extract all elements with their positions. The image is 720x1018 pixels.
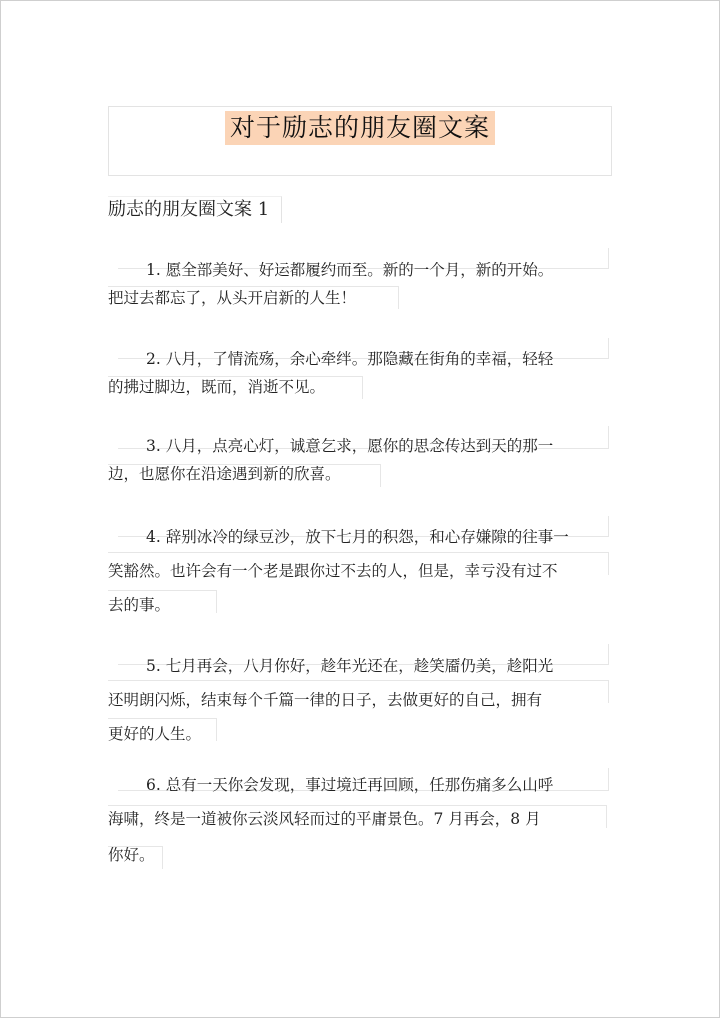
paragraph-line: 3. 八月，点亮心灯，诚意乞求，愿你的思念传达到天的那一 — [146, 437, 554, 455]
paragraph-3 — [108, 434, 608, 486]
title-box — [108, 106, 612, 176]
paragraph-line: 还明朗闪烁，结束每个千篇一律的日子，去做更好的自己，拥有 — [108, 691, 543, 709]
paragraph-line: 5. 七月再会，八月你好，趁年光还在，趁笑靥仍美，趁阳光 — [146, 657, 554, 675]
paragraph-1 — [108, 258, 608, 310]
paragraph-line: 1. 愿全部美好、好运都履约而至。新的一个月，新的开始。 — [146, 261, 554, 279]
paragraph-line: 把过去都忘了，从头开启新的人生！ — [108, 289, 357, 307]
paragraph-line: 笑豁然。也许会有一个老是跟你过不去的人，但是，幸亏没有过不 — [108, 562, 558, 580]
paragraph-line: 去的事。 — [108, 596, 171, 614]
paragraph-line: 2. 八月，了情流殇，余心牵绊。那隐藏在街角的幸福，轻轻 — [146, 350, 554, 368]
paragraph-line: 4. 辞别冰冷的绿豆沙，放下七月的积怨，和心存嫌隙的往事一 — [146, 528, 569, 546]
paragraph-line: 6. 总有一天你会发现，事过境迁再回顾，任那伤痛多么山呼 — [146, 776, 554, 794]
paragraph-4 — [108, 525, 608, 617]
paragraph-line: 边，也愿你在沿途遇到新的欣喜。 — [108, 465, 341, 483]
paragraph-5 — [108, 654, 608, 746]
paragraph-2 — [108, 347, 608, 399]
paragraph-6 — [108, 773, 608, 867]
section-heading: 励志的朋友圈文案 1 — [108, 196, 282, 223]
document-title: 对于励志的朋友圈文案 — [225, 111, 495, 145]
paragraph-line: 的拂过脚边，既而，消逝不见。 — [108, 378, 326, 396]
paragraph-line: 你好。 — [108, 846, 155, 864]
paragraph-line: 更好的人生。 — [108, 725, 202, 743]
paragraph-line: 海啸，终是一道被你云淡风轻而过的平庸景色。7 月再会，8 月 — [108, 810, 541, 828]
